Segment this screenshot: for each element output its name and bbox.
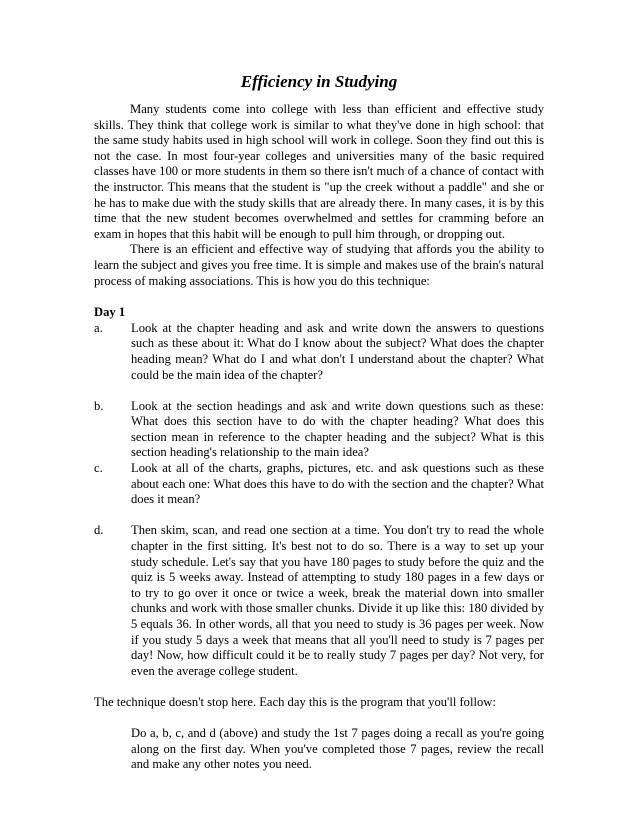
- list-item: [94, 523, 544, 679]
- document-title: Efficiency in Studying: [240, 72, 398, 91]
- document-page: [94, 72, 544, 773]
- spacer: [94, 508, 544, 524]
- spacer: [94, 679, 544, 695]
- list-item: [94, 399, 544, 461]
- list-item-text: Look at the chapter heading and ask and write down the answers to questions such as these about it: What do I know about the subject? What does the chapter heading mean? What do I and what don't I understand about the chapter? What could be the main idea of the chapter?: [131, 320, 544, 382]
- day-heading: Day 1: [94, 305, 126, 320]
- list-item-letter: b.: [94, 398, 104, 413]
- spacer: [94, 711, 544, 727]
- list-item: [94, 461, 544, 508]
- intro-paragraph: There is an efficient and effective way of studying that affords you the ability to learn the subject and gives you free time. It is simple and makes use of the brain's natural process of making associations. This is how you do this technique:: [94, 242, 544, 288]
- program-line: The technique doesn't stop here. Each day this is the program that you'll follow:: [94, 694, 496, 709]
- list-item-text: Look at the section headings and ask and write down questions such as these: What does this section have to do with the chapter heading? What does this section mean in reference to the chapter heading and the subject? What is this section heading's relationship to the main idea?: [131, 398, 544, 460]
- list-item-text: Look at all of the charts, graphs, pictures, etc. and ask questions such as these about each one: What does this have to do with the section and the chapter? What does it mean?: [131, 461, 544, 507]
- spacer: [94, 383, 544, 399]
- list-item-letter: d.: [94, 523, 104, 538]
- closing-paragraph: Do a, b, c, and d (above) and study the 1st 7 pages doing a recall as you're going along on the first day. When you've completed those 7 pages, review the recall and make any other notes you need.: [131, 726, 544, 772]
- list-item-letter: c.: [94, 461, 103, 476]
- list-item-letter: a.: [94, 320, 103, 335]
- list-item-text: Then skim, scan, and read one section at a time. You don't try to read the whole chapter in the first sitting. It's best not to do so. There is a way to set up your study schedule. Let's say that you have 180 pages to study before the quiz and the quiz is 5 weeks away. Instead of attempting to study 180 pages in a few days or to try to go over it once or twice a week, break the material down into smaller chunks and work with those smaller chunks. Divide it up like this: 180 divided by 5 equals 36. In other words, all that you need to study is 36 pages per week. Now if you study 5 days a week that means that all you'll need to study is 7 pages per day! Now, how difficult could it be to really study 7 pages per day? Not very, for even the average college student.: [131, 523, 544, 678]
- intro-paragraph: Many students come into college with less than efficient and effective study skills. They think that college work is similar to what they've done in high school: that the same study habits used in high school will work in college. Soon they find out this is not the case. In most four-year colleges and universities many of the basic required classes have 100 or more students in them so there isn't much of a chance of contact with the instructor. This means that the student is "up the creek without a paddle" and she or he has to make due with the study skills that are already there. In many cases, it is by this time that the new student becomes overwhelmed and settles for cramming before an exam in hopes that this habit will be enough to pull him through, or dropping out.: [94, 102, 544, 241]
- list-item: [94, 321, 544, 383]
